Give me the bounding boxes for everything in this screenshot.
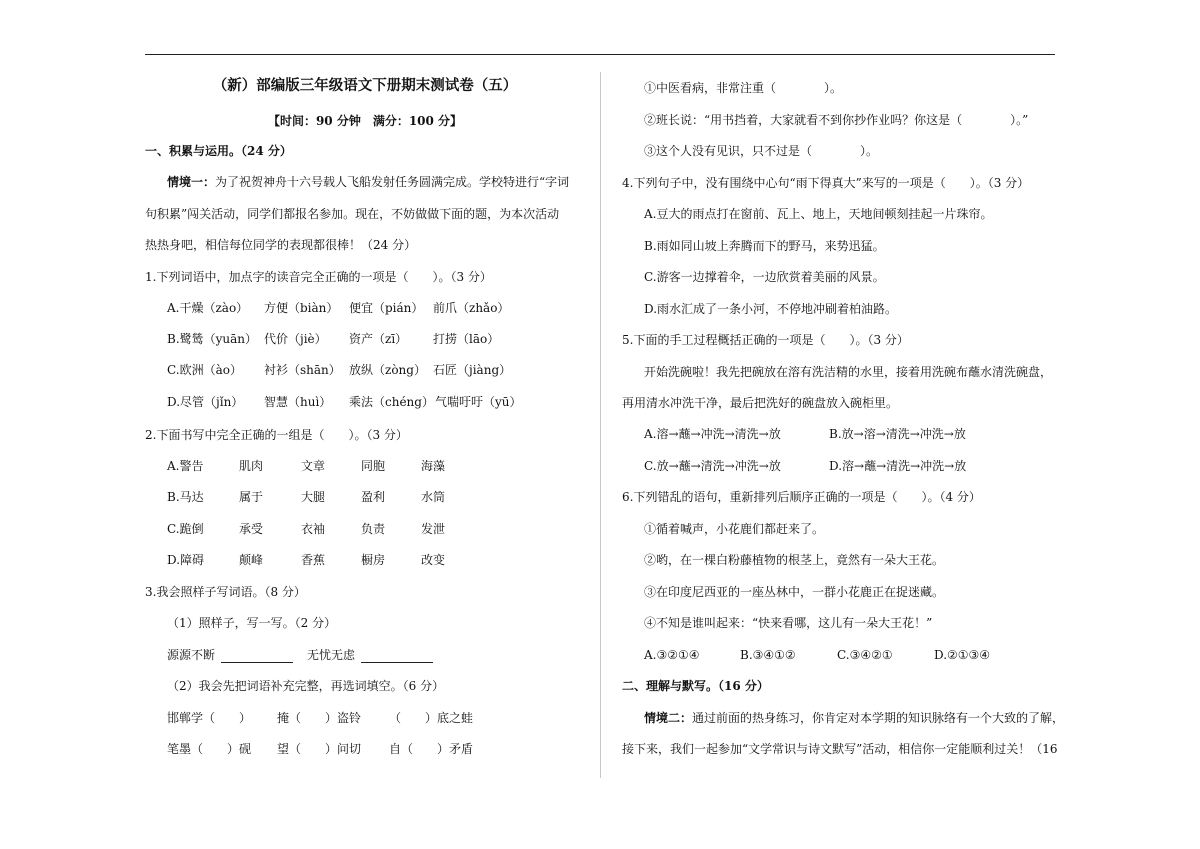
q1-option-b: B.鹭鸶（yuān） 代价（jiè） 资产（zī） 打捞（lāo） [167, 332, 500, 346]
q5-options-row-1: A.溶→蘸→冲洗→清洗→放 B.放→溶→清洗→冲洗→放 [644, 427, 966, 441]
q3-part-2-row-1: 邯郸学（ ） 掩（ ）盗铃 （ ）底之蛙 [167, 711, 474, 725]
question-5: 5.下面的手工过程概括正确的一项是（ ）。（3 分） [622, 333, 909, 347]
q5-passage-line-2: 再用清水冲洗干净，最后把洗好的碗盘放入碗柜里。 [622, 396, 899, 410]
q4-option-b: B.雨如同山坡上奔腾而下的野马，来势迅猛。 [644, 239, 885, 253]
q6-item-2: ②哟，在一棵白粉藤植物的根茎上，竟然有一朵大王花。 [644, 553, 945, 567]
example-word-1: 源源不断 [167, 648, 216, 662]
q6-item-1: ①循着喊声，小花鹿们都赶来了。 [644, 522, 825, 536]
scene-1-line-3: 热热身吧，相信每位同学的表现都很棒！（24 分） [145, 238, 417, 252]
section-1-heading: 一、积累与运用。（24 分） [145, 144, 292, 158]
q4-option-d: D.雨水汇成了一条小河，不停地冲刷着柏油路。 [644, 302, 898, 316]
question-4: 4.下列句子中，没有围绕中心句“雨下得真大”来写的一项是（ ）。（3 分） [622, 176, 1030, 190]
example-word-2: 无忧无虑 [307, 648, 356, 662]
q2-option-d: D.障碍 颠峰 香蕉 橱房 改变 [167, 553, 446, 567]
scene-1-line-2: 句积累”闯关活动，同学们都报名参加。现在，不妨做做下面的题，为本次活动 [145, 207, 560, 221]
fill-sentence-3: ③这个人没有见识，只不过是（ ）。 [644, 144, 879, 158]
scene-1-line-1: 情境一：为了祝贺神舟十六号载人飞船发射任务圆满完成。学校特进行“字词 [167, 175, 570, 189]
q6-item-4: ④不知是谁叫起来：“快来看哪，这儿有一朵大王花！” [644, 616, 933, 630]
fill-sentence-2: ②班长说：“用书挡着，大家就看不到你抄作业吗？你这是（ ）。” [644, 113, 1029, 127]
section-2-heading: 二、理解与默写。（16 分） [622, 679, 769, 693]
q1-option-c: C.欧洲（ào） 衬衫（shān） 放纵（zòng） 石匠（jiàng） [167, 363, 512, 377]
q1-option-d: D.尽管（jǐn） 智慧（huì） 乘法（chéng）气喘吁吁（yū） [167, 395, 522, 409]
top-rule [145, 54, 1055, 55]
q1-option-a: A.干燥（zào） 方便（biàn） 便宜（pián） 前爪（zhǎo） [167, 301, 510, 315]
q3-part-1: （1）照样子，写一写。（2 分） [167, 616, 337, 630]
question-1: 1.下列词语中，加点字的读音完全正确的一项是（ ）。（3 分） [145, 270, 492, 284]
question-3: 3.我会照样子写词语。（8 分） [145, 585, 306, 599]
scene-1-label: 情境一： [167, 175, 216, 189]
q4-option-c: C.游客一边撑着伞，一边欣赏着美丽的风景。 [644, 270, 885, 284]
q3-part-2-row-2: 笔墨（ ）砚 望（ ）问切 自（ ）矛盾 [167, 742, 474, 756]
scene-2-label: 情境二： [644, 711, 693, 725]
q2-option-a: A.警告 肌肉 文章 同胞 海藻 [167, 459, 446, 473]
q3-part-2: （2）我会先把词语补充完整，再选词填空。（6 分） [167, 679, 445, 693]
q5-passage-line-1: 开始洗碗啦！我先把碗放在溶有洗洁精的水里，接着用洗碗布蘸水清洗碗盘， [644, 365, 1053, 379]
column-divider [600, 72, 601, 778]
q6-options: A.③②①④ B.③④①② C.③④②① D.②①③④ [644, 648, 991, 662]
answer-blank-1[interactable] [221, 650, 293, 663]
q3-part-1-row [145, 647, 585, 663]
page-title: （新）部编版三年级语文下册期末测试卷（五） [212, 77, 518, 94]
q6-item-3: ③在印度尼西亚的一座丛林中，一群小花鹿正在捉迷藏。 [644, 585, 945, 599]
exam-info: 【时间：90 分钟 满分：100 分】 [267, 114, 463, 128]
scene-2-line-1: 情境二：通过前面的热身练习，你肯定对本学期的知识脉络有一个大致的了解， [644, 711, 1065, 725]
fill-sentence-1: ①中医看病，非常注重（ ）。 [644, 81, 843, 95]
q2-option-c: C.跪倒 承受 衣袖 负责 发泄 [167, 522, 446, 536]
question-6: 6.下列错乱的语句，重新排列后顺序正确的一项是（ ）。（4 分） [622, 490, 981, 504]
q4-option-a: A.豆大的雨点打在窗前、瓦上、地上，天地间顿刻挂起一片珠帘。 [644, 207, 993, 221]
q5-options-row-2: C.放→蘸→清洗→冲洗→放 D.溶→蘸→清洗→冲洗→放 [644, 459, 967, 473]
q2-option-b: B.马达 属于 大腿 盈利 水筒 [167, 490, 446, 504]
scene-2-line-2: 接下来，我们一起参加“文学常识与诗文默写”活动，相信你一定能顺利过关！（16 [622, 742, 1058, 756]
answer-blank-2[interactable] [361, 650, 433, 663]
question-2: 2.下面书写中完全正确的一组是（ ）。（3 分） [145, 428, 408, 442]
